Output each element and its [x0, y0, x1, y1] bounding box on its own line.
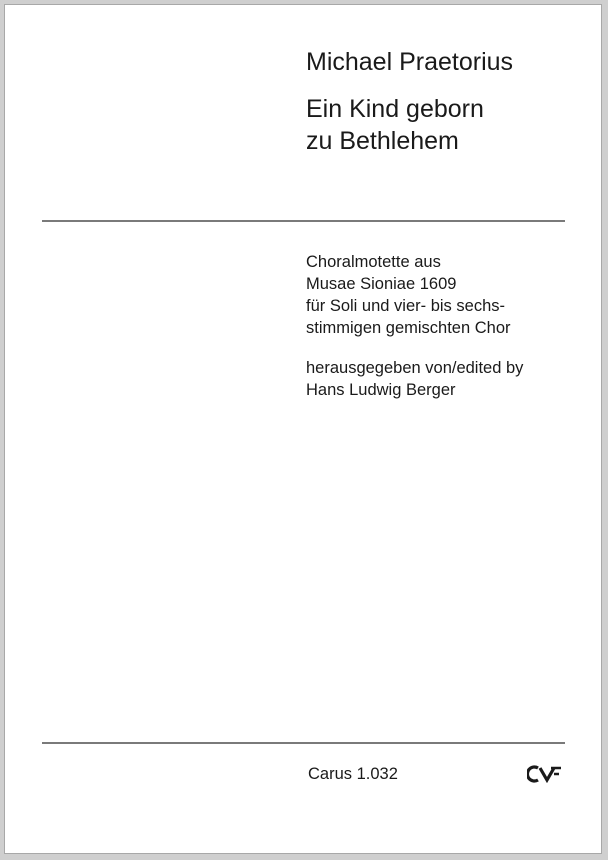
description-line-1: Choralmotette aus	[306, 253, 441, 271]
work-title	[306, 93, 484, 157]
catalog-number: Carus 1.032	[308, 765, 398, 783]
bottom-divider	[42, 742, 565, 744]
carus-logo-icon	[527, 765, 563, 783]
editor-credit-line-2: Hans Ludwig Berger	[306, 381, 456, 399]
editor-credit	[306, 357, 523, 401]
description-line-4: stimmigen gemischten Chor	[306, 319, 511, 337]
description-line-3: für Soli und vier- bis sechs-	[306, 297, 505, 315]
composer-name: Michael Praetorius	[306, 48, 514, 76]
top-divider	[42, 220, 565, 222]
description-line-2: Musae Sioniae 1609	[306, 275, 457, 293]
work-title-line-1: Ein Kind geborn	[306, 95, 484, 123]
score-cover-page	[4, 4, 602, 854]
work-description	[306, 251, 511, 339]
work-title-line-2: zu Bethlehem	[306, 127, 459, 155]
editor-credit-line-1: herausgegeben von/edited by	[306, 359, 524, 377]
